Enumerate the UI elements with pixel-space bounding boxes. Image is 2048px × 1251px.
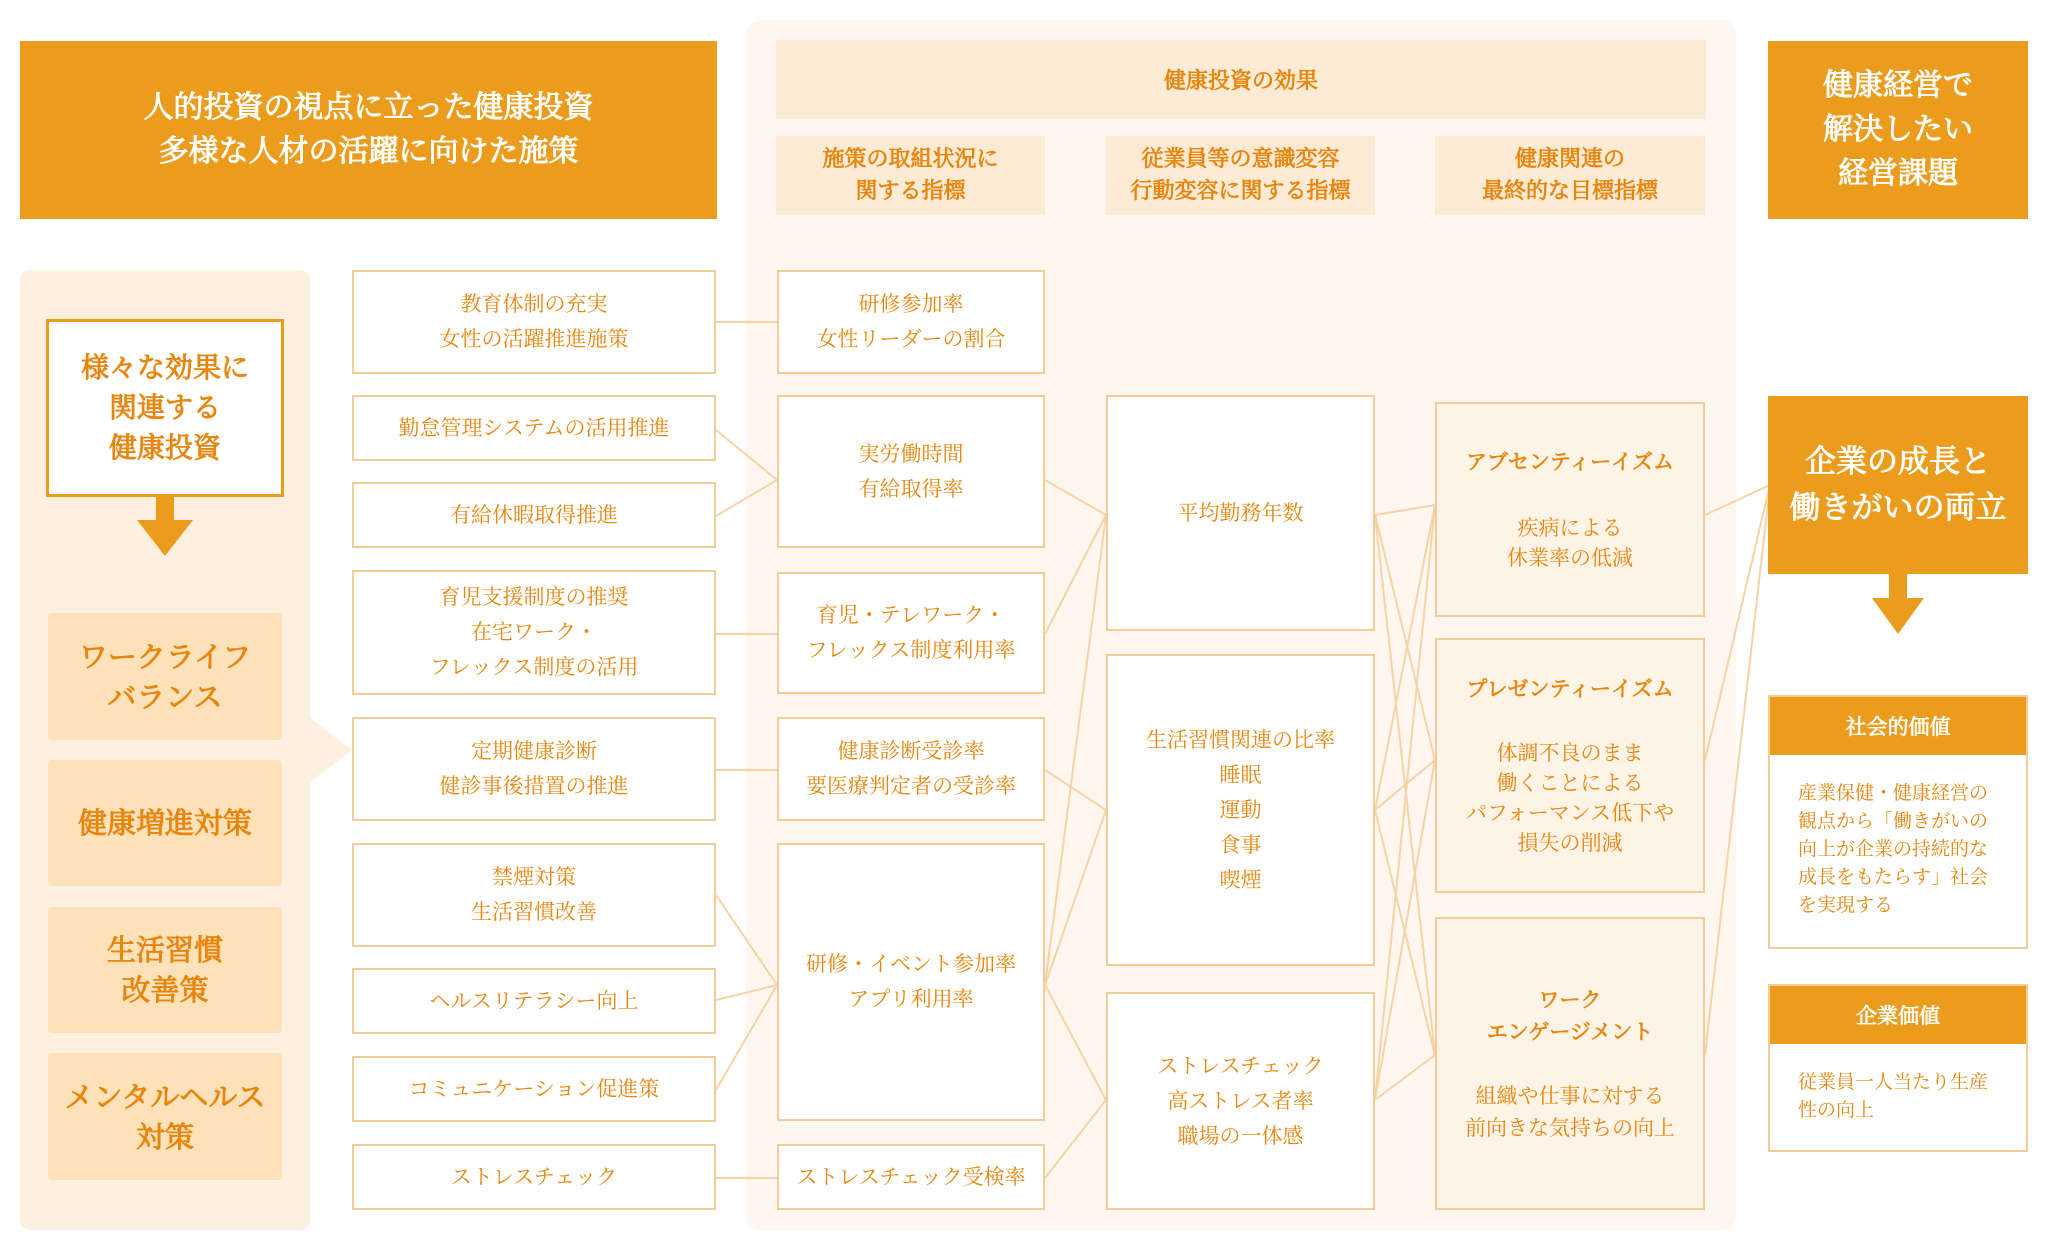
measure-3-line-1: 育児・テレワーク・ (816, 603, 1006, 627)
awareness-lifestyle-ratio (1106, 654, 1375, 966)
goal-line-1: 企業の成長と (1805, 444, 1991, 480)
initiative-2-line-1: 勤怠管理システムの活用推進 (398, 415, 670, 440)
final-3-body-2: 前向きな気持ちの向上 (1465, 1115, 1675, 1140)
related-line-2: 関連する (108, 391, 221, 424)
initiative-education (352, 270, 716, 374)
header-left-line-1: 人的投資の視点に立った健康投資 (143, 90, 594, 125)
measure-3-line-2: フレックス制度利用率 (806, 638, 1016, 662)
measure-2-line-1: 実労働時間 (858, 441, 964, 466)
initiative-1-line-1: 教育体制の充実 (460, 292, 608, 316)
effects-title (776, 40, 1706, 119)
category-4-line-2: 対策 (135, 1119, 194, 1154)
initiative-health-literacy (352, 968, 716, 1034)
category-2-line-1: 健康増進対策 (77, 806, 252, 840)
awareness-3-line-1: ストレスチェック (1157, 1053, 1324, 1078)
category-3-line-2: 改善策 (121, 973, 209, 1007)
col-header-awareness (1106, 136, 1375, 215)
measure-event-participation (777, 843, 1045, 1121)
social-value-line-2: 観点から「働きがいの (1798, 810, 1989, 832)
measure-training-participation (777, 270, 1045, 374)
col-header-measures-line-1: 施策の取組状況に (822, 146, 999, 172)
goal-down-arrow-icon (1870, 574, 1926, 636)
initiative-4-line-2: 在宅ワーク・ (471, 620, 597, 644)
awareness-stress (1106, 992, 1375, 1210)
social-value-header (1770, 697, 2026, 755)
awareness-2-line-4: 食事 (1219, 832, 1262, 857)
measure-5-line-2: アプリ利用率 (848, 987, 974, 1011)
initiative-childcare-support (352, 570, 716, 695)
awareness-2-line-2: 睡眠 (1219, 762, 1262, 787)
final-absenteeism (1435, 402, 1705, 617)
header-left (20, 41, 717, 219)
category-lifestyle-improvement (48, 907, 282, 1033)
initiative-9-line-1: ストレスチェック (450, 1164, 618, 1189)
measure-1-line-1: 研修参加率 (858, 292, 964, 316)
down-arrow-icon (135, 496, 195, 558)
initiative-4-line-1: 育児支援制度の推奨 (439, 585, 629, 609)
final-1-body-1: 疾病による (1517, 515, 1623, 540)
measure-checkup-rate (777, 717, 1045, 821)
measure-childcare-usage (777, 572, 1045, 694)
measure-2-line-2: 有給取得率 (858, 476, 964, 501)
final-2-body-3: パフォーマンス低下や (1465, 800, 1675, 825)
awareness-3-line-2: 高ストレス者率 (1167, 1088, 1314, 1113)
initiative-6-line-1: 禁煙対策 (492, 865, 576, 889)
category-3-line-1: 生活習慣 (106, 933, 223, 967)
awareness-2-line-5: 喫煙 (1219, 867, 1262, 892)
measure-6-line-1: ストレスチェック受検率 (796, 1164, 1026, 1189)
header-right-line-2: 解決したい (1823, 112, 1973, 147)
col-header-final (1435, 136, 1705, 215)
final-3-title-2: エンゲージメント (1486, 1019, 1654, 1044)
corporate-value-line-1: 従業員一人当たり生産 (1798, 1071, 1989, 1093)
col-header-awareness-line-2: 行動変容に関する指標 (1130, 178, 1351, 204)
final-2-title: プレゼンティーイズム (1466, 676, 1674, 701)
initiative-stress-check (352, 1144, 716, 1210)
final-2-body-4: 損失の削減 (1517, 830, 1623, 855)
social-value-card (1768, 695, 2028, 949)
measure-working-hours (777, 395, 1045, 548)
initiative-health-checkup (352, 717, 716, 821)
social-value-title: 社会的価値 (1845, 715, 1951, 739)
initiative-8-line-1: コミュニケーション促進策 (408, 1076, 660, 1101)
final-1-body-2: 休業率の低減 (1507, 545, 1633, 570)
header-right (1768, 41, 2028, 219)
initiative-attendance-system (352, 395, 716, 461)
related-investment-box (46, 319, 284, 497)
category-work-life-balance (48, 613, 282, 740)
corporate-value-line-2: 性の向上 (1798, 1099, 1875, 1121)
col-header-measures-line-2: 関する指標 (855, 178, 966, 204)
initiative-7-line-1: ヘルスリテラシー向上 (429, 988, 639, 1013)
corporate-value-card (1768, 984, 2028, 1152)
measure-1-line-2: 女性リーダーの割合 (816, 327, 1006, 351)
social-value-line-3: 向上が企業の持続的な (1798, 838, 1989, 860)
related-line-3: 健康投資 (108, 431, 221, 464)
corporate-value-title: 企業価値 (1856, 1004, 1940, 1028)
initiative-paid-leave (352, 482, 716, 548)
awareness-tenure (1106, 395, 1375, 631)
social-value-line-4: 成長をもたらす」社会 (1798, 866, 1989, 888)
goal-box (1768, 396, 2028, 574)
final-2-body-2: 働くことによる (1496, 770, 1644, 795)
col-header-final-line-2: 最終的な目標指標 (1481, 178, 1658, 204)
goal-line-2: 働きがいの両立 (1789, 490, 2007, 526)
category-mental-health (48, 1053, 282, 1180)
header-right-line-1: 健康経営で (1823, 68, 1973, 103)
initiative-3-line-1: 有給休暇取得推進 (450, 502, 618, 527)
col-header-awareness-line-1: 従業員等の意識変容 (1141, 146, 1340, 172)
category-1-line-1: ワークライフ (78, 639, 252, 674)
category-health-promotion (48, 760, 282, 886)
measure-4-line-2: 要医療判定者の受診率 (806, 774, 1016, 798)
measure-stress-check-rate (777, 1144, 1045, 1210)
initiative-4-line-3: フレックス制度の活用 (429, 655, 639, 679)
final-work-engagement (1435, 917, 1705, 1210)
corporate-value-body (1770, 1044, 2026, 1124)
initiative-5-line-1: 定期健康診断 (471, 739, 597, 763)
col-header-measures (776, 136, 1045, 215)
social-value-body (1770, 755, 2026, 919)
header-right-line-3: 経営課題 (1838, 156, 1958, 191)
initiative-1-line-2: 女性の活躍推進施策 (439, 327, 629, 351)
initiative-6-line-2: 生活習慣改善 (471, 900, 597, 924)
final-2-body-1: 体調不良のまま (1496, 740, 1644, 765)
awareness-1-line-1: 平均勤務年数 (1177, 500, 1304, 525)
effects-title-text: 健康投資の効果 (1163, 69, 1318, 94)
initiative-smoking-lifestyle (352, 843, 716, 947)
header-left-line-2: 多様な人材の活躍に向けた施策 (158, 134, 579, 169)
initiative-5-line-2: 健診事後措置の推進 (439, 774, 629, 798)
corporate-value-header (1770, 986, 2026, 1044)
awareness-2-line-1: 生活習慣関連の比率 (1146, 727, 1335, 752)
initiative-communication (352, 1056, 716, 1122)
final-presenteeism (1435, 638, 1705, 893)
social-value-line-5: を実現する (1798, 894, 1894, 916)
final-3-body-1: 組織や仕事に対する (1475, 1083, 1665, 1108)
category-1-line-2: バランス (107, 679, 223, 714)
related-line-1: 様々な効果に (80, 351, 249, 384)
awareness-3-line-3: 職場の一体感 (1177, 1123, 1304, 1148)
awareness-2-line-3: 運動 (1219, 797, 1262, 822)
col-header-final-line-1: 健康関連の (1514, 146, 1625, 172)
measure-5-line-1: 研修・イベント参加率 (806, 952, 1016, 976)
final-3-title-1: ワーク (1538, 987, 1602, 1012)
social-value-line-1: 産業保健・健康経営の (1798, 782, 1989, 804)
final-1-title: アブセンティーイズム (1466, 449, 1674, 474)
measure-4-line-1: 健康診断受診率 (837, 739, 985, 763)
category-4-line-1: メンタルヘルス (64, 1079, 266, 1114)
